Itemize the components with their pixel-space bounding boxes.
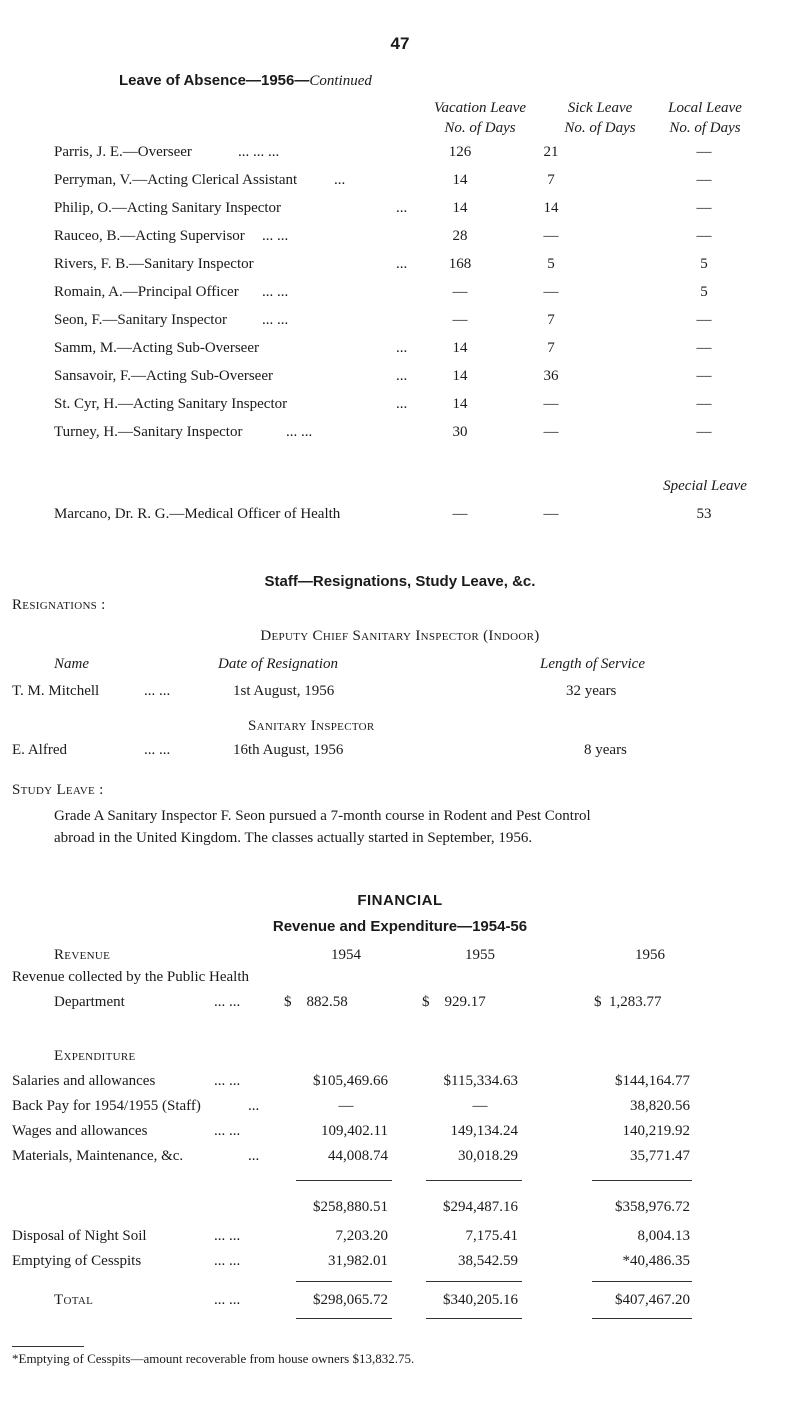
row-local: — [696,396,712,412]
service-length: 8 years [584,742,627,758]
value-1954: — [338,1098,354,1114]
total-row [0,1292,800,1316]
row-dots: ... ... [214,1292,241,1308]
value-1956: 38,820.56 [630,1098,690,1114]
row-name: Perryman, V.—Acting Clerical Assistant [54,172,298,188]
row-label: Salaries and allowances [12,1073,156,1089]
subtotal-rule [296,1180,392,1181]
row-dots: ... [248,1098,260,1114]
row-local: 5 [700,284,708,300]
subtotal-rule [592,1180,692,1181]
table-row [0,200,800,224]
table-row [0,144,800,168]
row-name: St. Cyr, H.—Acting Sanitary Inspector [54,396,288,412]
row-vacation: 28 [452,228,468,244]
row-dots: ... ... [214,1253,241,1269]
expenditure-label: Expenditure [54,1048,136,1064]
row-vacation: — [452,284,468,300]
row-sick: 14 [543,200,559,216]
row-sick: 7 [547,172,555,188]
total-rule [592,1281,692,1282]
row-dots: ... ... [286,424,313,440]
row-sick: — [543,228,559,244]
leave-heading [119,72,372,90]
resignation-date: 1st August, 1956 [233,683,335,699]
row-sick: 5 [547,256,555,272]
row-dots: ... ... ... [238,144,280,160]
total-rule [296,1281,392,1282]
row-label: Wages and allowances [12,1123,148,1139]
value-1954: $105,469.66 [313,1073,388,1089]
staff-heading: Staff—Resignations, Study Leave, &c. [264,573,536,590]
value-1956: 8,004.13 [637,1228,690,1244]
row-local: — [696,424,712,440]
resignation-row [0,742,800,766]
total-1956: $407,467.20 [615,1292,690,1308]
row-dots: ... [396,396,408,412]
row-name: Romain, A.—Principal Officer [54,284,239,300]
value-1955: 38,542.59 [458,1253,518,1269]
financial-subheading: Revenue and Expenditure—1954-56 [272,918,528,935]
total-rule [426,1281,522,1282]
vacation-subheader: No. of Days [444,120,516,136]
row-local: — [696,368,712,384]
service-length: 32 years [566,683,617,699]
row-label: Disposal of Night Soil [12,1228,147,1244]
row-local: 5 [700,256,708,272]
value-1956: 35,771.47 [630,1148,690,1164]
leave-heading-continued: Continued [309,73,372,89]
table-row [0,256,800,280]
financial-heading: FINANCIAL [357,892,443,909]
revenue-1955: $ 929.17 [422,994,486,1010]
table-row [0,368,800,392]
table-row [0,1073,800,1097]
row-vacation: — [452,506,468,522]
row-dots: ... [396,256,408,272]
year-1955: 1955 [465,947,495,963]
row-dots: ... ... [262,284,289,300]
row-name: Marcano, Dr. R. G.—Medical Officer of Health [54,506,341,522]
sick-header: Sick Leave [567,100,633,116]
table-row [0,284,800,308]
row-vacation: 14 [452,200,468,216]
row-name: Sansavoir, F.—Acting Sub-Overseer [54,368,273,384]
row-dots: ... ... [214,994,241,1010]
row-local: — [696,340,712,356]
total-1954: $298,065.72 [313,1292,388,1308]
study-leave-label: Study Leave : [12,782,104,798]
revenue-1956: $ 1,283.77 [594,994,662,1010]
value-1956: 140,219.92 [622,1123,690,1139]
subtotal-1954: $258,880.51 [313,1199,388,1215]
closing-rule [296,1318,392,1319]
table-row [0,340,800,364]
value-1954: 31,982.01 [328,1253,388,1269]
resignations-label: Resignations : [12,597,106,613]
study-leave-text-line2: abroad in the United Kingdom. The classes actually started in September, 1956. [54,830,533,846]
subtotal-1956: $358,976.72 [615,1199,690,1215]
row-name: Rauceo, B.—Acting Supervisor [54,228,245,244]
row-dots: ... [396,200,408,216]
row-local: — [696,228,712,244]
value-1955: 30,018.29 [458,1148,518,1164]
row-dots: ... [396,340,408,356]
special-leave-header: Special Leave [663,478,747,494]
row-name: Philip, O.—Acting Sanitary Inspector [54,200,282,216]
total-label: Total [54,1292,94,1308]
row-sick: 7 [547,312,555,328]
row-local: — [696,200,712,216]
resignation-date: 16th August, 1956 [233,742,344,758]
row-vacation: 14 [452,172,468,188]
resignation-row [0,683,800,707]
col-date-header: Date of Resignation [218,656,338,672]
row-vacation: 14 [452,340,468,356]
row-vacation: 14 [452,368,468,384]
row-name: Seon, F.—Sanitary Inspector [54,312,227,328]
row-name: Parris, J. E.—Overseer [54,144,192,160]
closing-rule [592,1318,692,1319]
row-dots: ... [396,368,408,384]
row-label: Emptying of Cesspits [12,1253,142,1269]
table-row [0,312,800,336]
table-row [0,172,800,196]
value-1956: *40,486.35 [622,1253,690,1269]
value-1955: 149,134.24 [450,1123,518,1139]
table-row [0,396,800,420]
table-row [0,228,800,252]
row-label: Back Pay for 1954/1955 (Staff) [12,1098,201,1114]
special-leave-row [0,506,800,530]
row-sick: 21 [543,144,559,160]
row-sick: — [543,506,559,522]
table-row [0,1253,800,1277]
year-1954: 1954 [331,947,361,963]
col-name-header: Name [54,656,89,672]
row-special: 53 [696,506,712,522]
row-vacation: — [452,312,468,328]
row-local: — [696,172,712,188]
row-vacation: 14 [452,396,468,412]
row-dots: ... [248,1148,260,1164]
row-label: Materials, Maintenance, &c. [12,1148,184,1164]
row-dots: ... ... [144,683,171,699]
study-leave-text-line1: Grade A Sanitary Inspector F. Seon pursued a 7-month course in Rodent and Pest Control [54,808,591,824]
row-dots: ... ... [262,312,289,328]
subtotal-rule [426,1180,522,1181]
row-local: — [696,144,712,160]
footnote-rule [12,1346,84,1347]
value-1955: 7,175.41 [465,1228,518,1244]
row-dots: ... ... [144,742,171,758]
value-1954: 44,008.74 [328,1148,388,1164]
revenue-1954: $ 882.58 [284,994,348,1010]
value-1954: 109,402.11 [321,1123,388,1139]
row-name: Samm, M.—Acting Sub-Overseer [54,340,259,356]
value-1955: $115,334.63 [443,1073,518,1089]
row-vacation: 126 [448,144,472,160]
row-dots: ... [334,172,346,188]
row-dots: ... ... [214,1228,241,1244]
resignee-name: E. Alfred [12,742,67,758]
row-sick: 36 [543,368,559,384]
local-header: Local Leave [668,100,742,116]
vacation-header: Vacation Leave [433,100,527,116]
col-length-header: Length of Service [540,656,645,672]
deputy-chief-subheading: Deputy Chief Sanitary Inspector (Indoor) [260,628,540,644]
table-row [0,1098,800,1122]
table-row [0,1148,800,1172]
row-dots: ... ... [262,228,289,244]
revenue-row [0,994,800,1018]
value-1954: 7,203.20 [335,1228,388,1244]
table-row [0,424,800,448]
leave-heading-main: Leave of Absence—1956— [119,72,310,89]
subtotal-row [0,1199,800,1223]
row-dots: ... ... [214,1123,241,1139]
revenue-desc-line2: Department [54,994,125,1010]
table-row [0,1228,800,1252]
closing-rule [426,1318,522,1319]
resignee-name: T. M. Mitchell [12,683,100,699]
row-vacation: 30 [452,424,468,440]
value-1955: — [472,1098,488,1114]
page-number: 47 [390,34,410,53]
row-dots: ... ... [214,1073,241,1089]
table-row [0,1123,800,1147]
row-sick: — [543,284,559,300]
sick-subheader: No. of Days [564,120,636,136]
row-name: Turney, H.—Sanitary Inspector [54,424,243,440]
local-subheader: No. of Days [669,120,741,136]
total-1955: $340,205.16 [443,1292,518,1308]
revenue-label: Revenue [54,947,111,963]
revenue-desc-line1: Revenue collected by the Public Health [12,969,250,985]
year-1956: 1956 [635,947,665,963]
row-sick: — [543,424,559,440]
subtotal-1955: $294,487.16 [443,1199,518,1215]
sanitary-inspector-subheading: Sanitary Inspector [248,718,375,734]
row-sick: 7 [547,340,555,356]
row-local: — [696,312,712,328]
footnote: *Emptying of Cesspits—amount recoverable from house owners $13,832.75. [12,1351,415,1366]
row-sick: — [543,396,559,412]
row-vacation: 168 [448,256,472,272]
value-1956: $144,164.77 [615,1073,690,1089]
row-name: Rivers, F. B.—Sanitary Inspector [54,256,254,272]
